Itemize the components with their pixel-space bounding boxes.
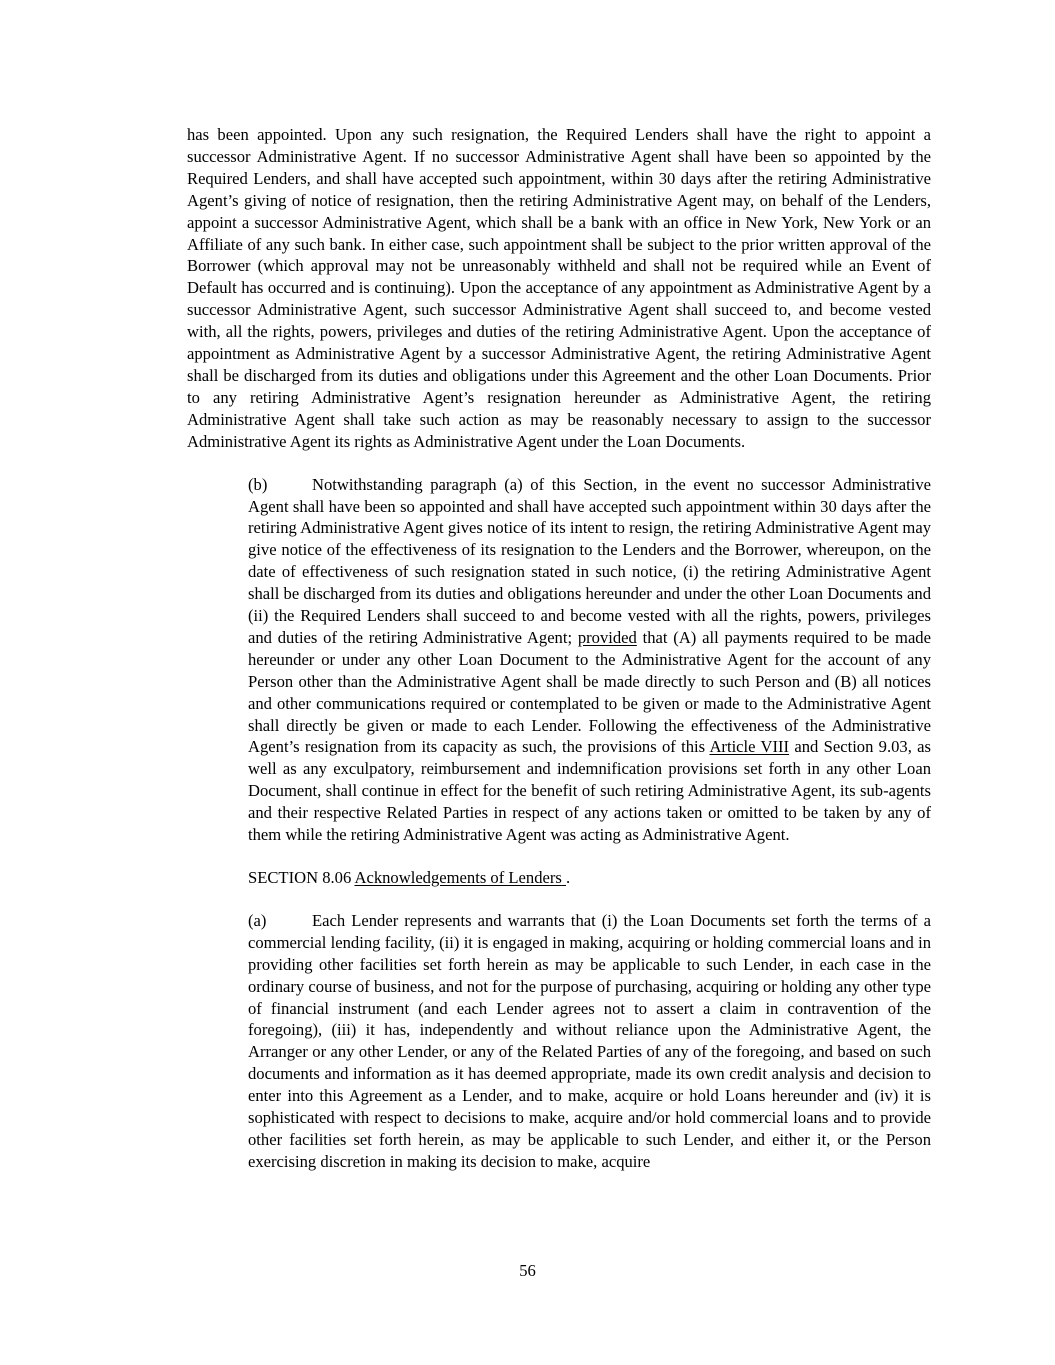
- section-paragraph-a: [187, 910, 931, 1173]
- section-number: SECTION 8.06: [248, 868, 352, 887]
- document-page: [187, 124, 931, 1173]
- section-paragraph-a-text: Each Lender represents and warrants that (i) the Loan Documents set forth the terms of a commercial lending facility, (ii) it is engaged in making, acquiring or holding commercial loans and in providing other facilities set forth herein as may be applicable to such Lender, in each case in the ordinary course of business, and not for the purpose of purchasing, acquiring or holding any other type of financial instrument (and each Lender agrees not to assert a claim in contravention of the foregoing), (iii) it has, independently and without reliance upon the Administrative Agent, the Arranger or any other Lender, or any of the Related Parties of any of the foregoing, and based on such documents and information as it has deemed appropriate, made its own credit analysis and decision to enter into this Agreement as a Lender, and to make, acquire or hold Loans hereunder and (iv) it is sophisticated with respect to decisions to make, acquire and/or hold commercial loans and to provide other facilities set forth herein, as may be applicable to such Lender, and either it, or the Person exercising discretion in making its decision to make, acquire: [248, 910, 931, 1171]
- paragraph-gap: [187, 846, 931, 867]
- paragraph-b-text-1: Notwithstanding paragraph (a) of this Section, in the event no successor Administrative Agent shall have been so appointed and shall have accepted such appointment within 30 days after the retiring Administrative Agent gives notice of its intent to resign, the retiring Administrative Agent may give notice of the effectiveness of its resignation to the Lenders and the Borrower, whereupon, on the date of effectiveness of such resignation stated in such notice, (i) the retiring Administrative Agent shall be discharged from its duties and obligations hereunder and under the other Loan Documents and (ii) the Required Lenders shall succeed to and become vested with all the rights, powers, privileges and duties of the retiring Administrative Agent;: [248, 474, 931, 647]
- paragraph-gap: [187, 889, 931, 910]
- paragraph-continued: has been appointed. Upon any such resignation, the Required Lenders shall have the right to appoint a successor Administrative Agent. If no successor Administrative Agent shall have been so appointed by the Required Lenders, and shall have accepted such appointment, within 30 days after the retiring Administrative Agent’s giving of notice of resignation, then the retiring Administrative Agent may, on behalf of the Lenders, appoint a successor Administrative Agent, which shall be a bank with an office in New York, New York or an Affiliate of any such bank. In either case, such appointment shall be subject to the prior written approval of the Borrower (which approval may not be unreasonably withheld and shall not be required while an Event of Default has occurred and is continuing). Upon the acceptance of any appointment as Administrative Agent by a successor Administrative Agent, such successor Administrative Agent shall succeed to, and become vested with, all the rights, powers, privileges and duties of the retiring Administrative Agent. Upon the acceptance of appointment as Administrative Agent by a successor Administrative Agent, the retiring Administrative Agent shall be discharged from its duties and obligations under this Agreement and the other Loan Documents. Prior to any retiring Administrative Agent’s resignation hereunder as Administrative Agent, the retiring Administrative Agent shall take such action as may be reasonably necessary to assign to the successor Administrative Agent its rights as Administrative Agent under the Loan Documents.: [187, 125, 931, 451]
- provided-term: provided: [577, 627, 637, 647]
- paragraph-b: [187, 474, 931, 846]
- article-viii-link[interactable]: Article VIII: [709, 737, 790, 757]
- section-title: Acknowledgements of Lenders: [354, 868, 562, 887]
- paragraph-gap: [187, 453, 931, 474]
- paragraph-b-text-2: that (A) all payments required to be made hereunder or under any other Loan Document to the Administrative Agent for the account of any Person other than the Administrative Agent shall be made directly to such Person and (B) all notices and other communications required or contemplated to be given or made to the Administrative Agent shall directly be given or made to each Lender. Following the effectiveness of the Administrative Agent’s resignation from its capacity as such, the provisions of this: [248, 627, 931, 757]
- section-paragraph-a-label: (a): [248, 910, 267, 930]
- page-number: 56: [519, 1261, 536, 1280]
- section-heading: [187, 867, 931, 889]
- paragraph-b-label: (b): [248, 474, 268, 494]
- section-title-period: .: [566, 868, 571, 887]
- paragraph-b-text-3: and Section 9.03, as well as any exculpatory, reimbursement and indemnification provisions set forth in any other Loan Document, shall continue in effect for the benefit of such retiring Administrative Agent, its sub-agents and their respective Related Parties in respect of any actions taken or omitted to be taken by any of them while the retiring Administrative Agent was acting as Administrative Agent.: [248, 737, 931, 845]
